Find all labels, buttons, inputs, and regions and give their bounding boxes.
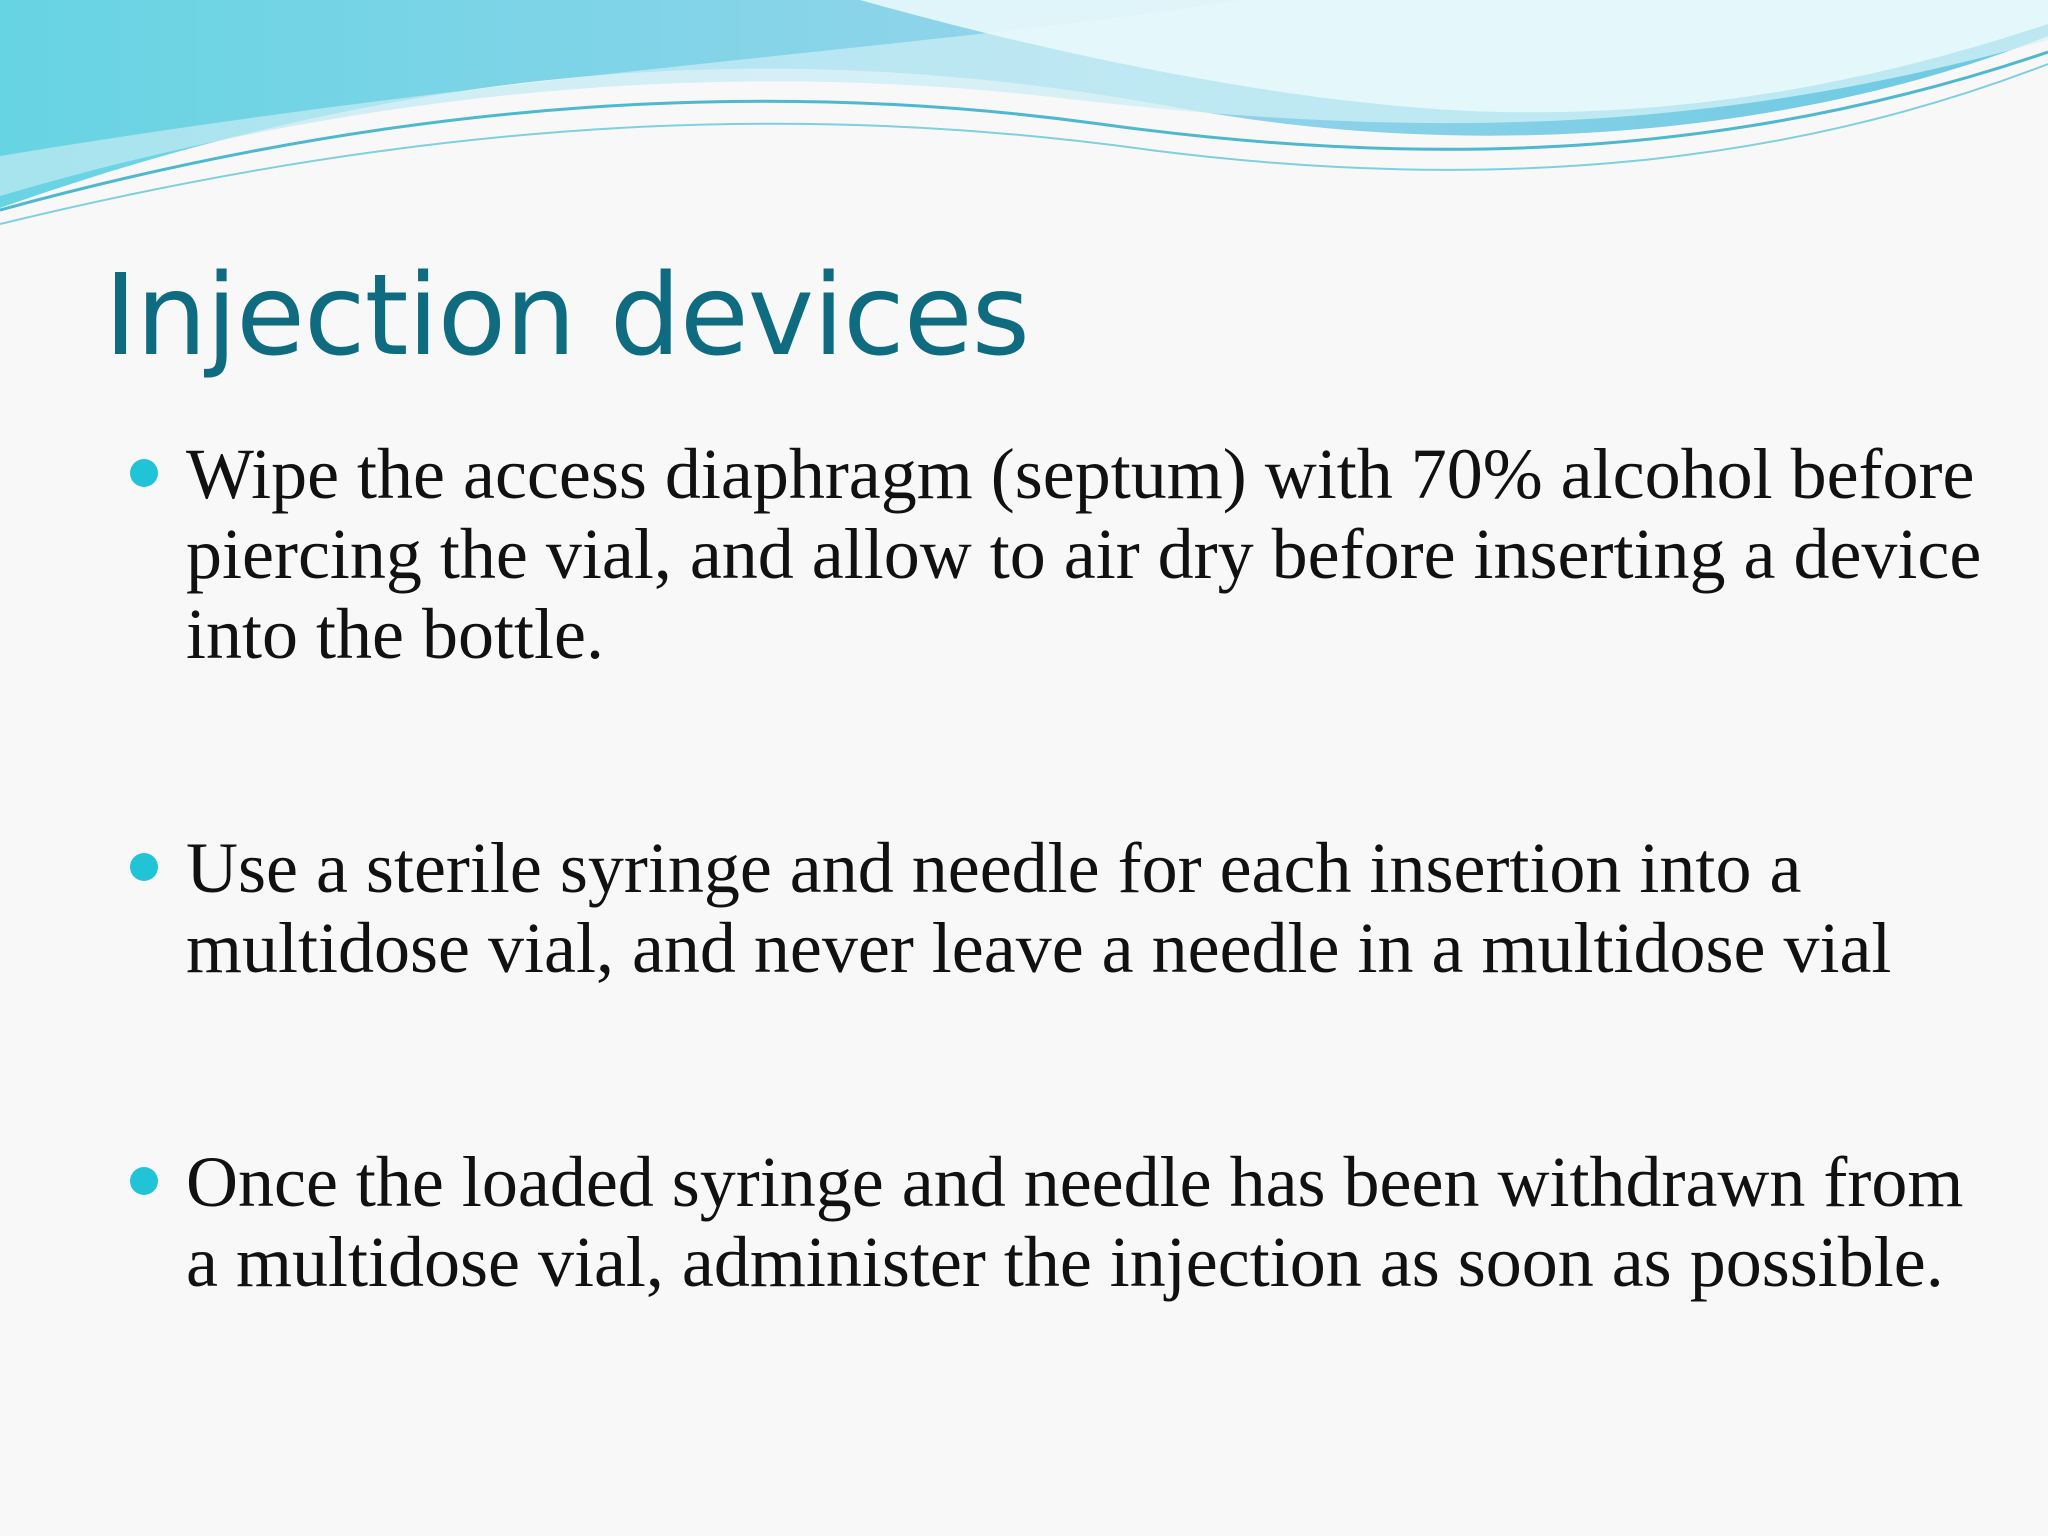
slide-title: Injection devices <box>104 251 1029 381</box>
bullet-item-3 <box>128 1142 2008 1302</box>
bullet-text-1: Wipe the access diaphragm (septum) with 70% alcohol before piercing the vial, and allow to air dry before inserting a device into the bottle. <box>186 434 1982 674</box>
decorative-wave-banner <box>0 0 2048 240</box>
bullet-item-2 <box>128 828 2008 988</box>
bullet-list <box>128 434 2008 1456</box>
bullet-dot-icon <box>130 1167 158 1195</box>
bullet-dot-icon <box>130 853 158 881</box>
bullet-item-1 <box>128 434 2008 674</box>
bullet-text-3: Once the loaded syringe and needle has been withdrawn from a multidose vial, administer the injection as soon as possible. <box>186 1142 1964 1302</box>
bullet-text-2: Use a sterile syringe and needle for each insertion into a multidose vial, and never leave a needle in a multidose vial <box>186 828 1892 988</box>
bullet-dot-icon <box>130 459 158 487</box>
